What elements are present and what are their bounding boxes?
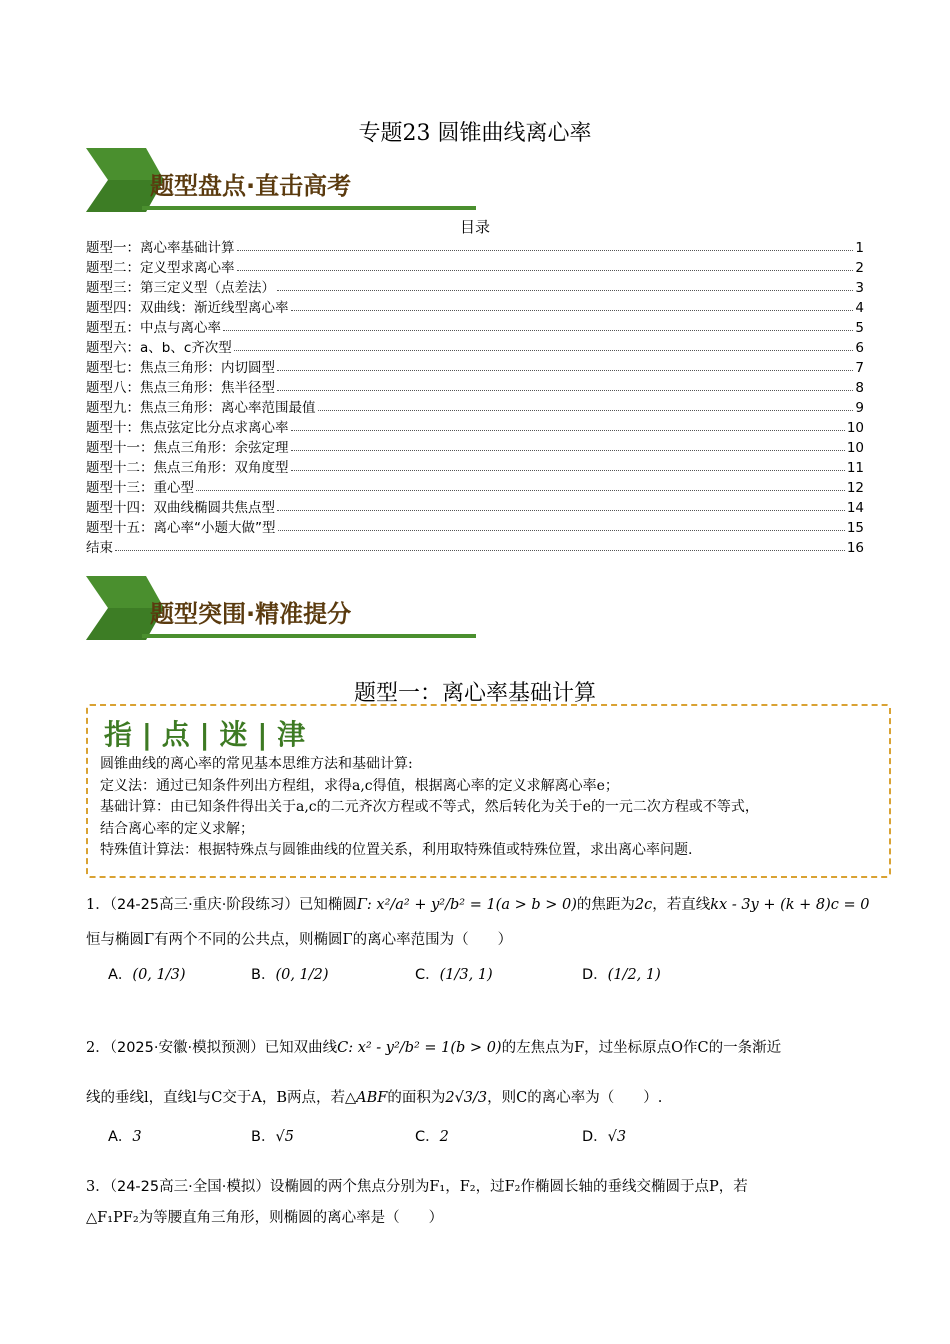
question-3-line-1: 3．（24-25高三·全国·模拟）设椭圆的两个焦点分别为F₁，F₂，过F₂作椭圆长轴的垂线交椭圆于点P，若 [86,1179,748,1195]
question-source: （24-25高三·全国·模拟） [109,1179,270,1195]
toc-entry-page: 5 [855,320,864,336]
guide-line: 特殊值计算法：根据特殊点与圆锥曲线的位置关系，利用取特殊值或特殊位置，求出离心率问题. [100,842,693,858]
toc-entry-page: 10 [846,420,864,436]
question-1-line-2: 恒与椭圆Γ有两个不同的公共点，则椭圆Γ的离心率范围为（ ） [86,932,513,948]
toc-entry[interactable] [86,376,864,396]
toc-entry-page: 11 [846,460,864,476]
toc-entry-label: 题型十一：焦点三角形：余弦定理 [86,440,289,456]
toc-entry-label: 题型八：焦点三角形：焦半径型 [86,380,275,396]
triangle-label: △ABF [345,1090,388,1106]
section-banner-overview [86,148,476,212]
toc-leader-dots [223,330,853,331]
toc-leader-dots [291,310,854,311]
toc-entry-page: 7 [855,360,864,376]
toc-entry-page: 1 [855,240,864,256]
guide-text [100,754,890,862]
table-of-contents [86,236,864,556]
toc-entry-page: 8 [855,380,864,396]
toc-entry[interactable] [86,416,864,436]
toc-entry-page: 14 [846,500,864,516]
guide-line: 定义法：通过已知条件列出方程组，求得a,c得值，根据离心率的定义求解离心率e； [100,777,619,794]
toc-entry[interactable] [86,336,864,356]
toc-entry-label: 题型一：离心率基础计算 [86,240,235,256]
option-b[interactable]: B．(0, 1/2) [251,967,329,983]
toc-entry-label: 题型三：第三定义型（点差法） [86,280,275,296]
toc-entry-label: 题型五：中点与离心率 [86,320,221,336]
question-2-line-2: 线的垂线l，直线l与C交于A，B两点，若△ABF的面积为2√3/3，则C的离心率为（ ）. [86,1090,663,1106]
area-value: 2√3/3 [445,1090,488,1106]
toc-entry-page: 16 [846,540,864,556]
guide-label-text: 指 | 点 | 迷 | 津 [104,718,306,751]
toc-entry-page: 15 [846,520,864,536]
question-source: （24-25高三·重庆·阶段练习） [109,897,299,913]
toc-entry[interactable] [86,356,864,376]
option-c[interactable]: C．(1/3, 1) [415,967,493,983]
question-number: 3． [86,1179,110,1195]
toc-entry-label: 结束 [86,540,113,556]
line-equation: kx - 3y + (k + 8)c = 0 [710,897,870,913]
question-number: 1． [86,897,110,913]
toc-entry[interactable] [86,296,864,316]
toc-leader-dots [277,290,853,291]
toc-leader-dots [237,250,854,251]
toc-leader-dots [277,370,853,371]
toc-leader-dots [277,510,845,511]
toc-entry-label: 题型七：焦点三角形：内切圆型 [86,360,275,376]
toc-entry[interactable] [86,396,864,416]
option-c[interactable]: C．2 [415,1129,449,1145]
toc-entry-label: 题型六：a、b、c齐次型 [86,340,232,356]
toc-leader-dots [196,490,845,491]
toc-entry-page: 2 [855,260,864,276]
guide-line: 结合离心率的定义求解； [100,820,254,837]
toc-entry-label: 题型十五：离心率“小题大做”型 [86,520,276,536]
toc-leader-dots [277,390,853,391]
toc-leader-dots [234,350,854,351]
focal-length: 2c [634,897,653,913]
question-source: （2025·安徽·模拟预测） [109,1040,265,1056]
toc-entry[interactable] [86,236,864,256]
toc-entry[interactable] [86,436,864,456]
option-d[interactable]: D．(1/2, 1) [582,967,661,983]
option-a[interactable]: A．(0, 1/3) [108,967,186,983]
guide-label [104,714,354,758]
banner-text: 题型突围·精准提分 [150,600,352,628]
toc-entry-label: 题型十四：双曲线椭圆共焦点型 [86,500,275,516]
toc-entry-page: 12 [846,480,864,496]
option-a[interactable]: A．3 [108,1129,142,1145]
guide-line: 圆锥曲线的离心率的常见基本思维方法和基础计算: [100,756,413,772]
question-number: 2． [86,1040,110,1056]
guide-line: 基础计算：由已知条件得出关于a,c的二元齐次方程或不等式，然后转化为关于e的一元二次方程或不等式， [100,799,759,815]
hyperbola-equation: C: x² - y²/b² = 1(b > 0) [337,1040,502,1056]
section-banner-practice [86,576,476,640]
toc-leader-dots [291,430,845,431]
ellipse-equation: Γ: x²/a² + y²/b² = 1(a > b > 0) [356,897,577,913]
toc-entry-page: 6 [855,340,864,356]
toc-leader-dots [278,530,845,531]
option-b[interactable]: B．√5 [251,1129,294,1145]
question-1-line-1: 1．（24-25高三·重庆·阶段练习）已知椭圆Γ: x²/a² + y²/b² = 1(a > b > 0)的焦距为2c，若直线kx - 3y + (k + 8)c = 0 [86,897,870,913]
toc-entry[interactable] [86,536,864,556]
toc-entry-label: 题型九：焦点三角形：离心率范围最值 [86,400,316,416]
toc-leader-dots [291,470,845,471]
option-d[interactable]: D．√3 [582,1129,627,1145]
toc-entry[interactable] [86,516,864,536]
question-2-line-1: 2．（2025·安徽·模拟预测）已知双曲线C: x² - y²/b² = 1(b > 0)的左焦点为F，过坐标原点O作C的一条渐近 [86,1040,782,1056]
toc-entry-label: 题型二：定义型求离心率 [86,260,235,276]
toc-entry[interactable] [86,476,864,496]
toc-leader-dots [318,410,854,411]
section-title: 题型一：离心率基础计算 [353,681,596,706]
toc-heading: 目录 [459,218,490,236]
toc-leader-dots [115,550,845,551]
banner-text: 题型盘点·直击高考 [150,172,352,200]
toc-entry-page: 4 [855,300,864,316]
toc-entry-label: 题型四：双曲线：渐近线型离心率 [86,300,289,316]
toc-leader-dots [291,450,845,451]
toc-entry[interactable] [86,456,864,476]
question-3-line-2: △F₁PF₂为等腰直角三角形，则椭圆的离心率是（ ） [86,1210,444,1226]
toc-entry-label: 题型十三：重心型 [86,480,194,496]
document-title: 专题23 圆锥曲线离心率 [358,121,592,146]
toc-entry-label: 题型十二：焦点三角形：双角度型 [86,460,289,476]
toc-entry-label: 题型十：焦点弦定比分点求离心率 [86,420,289,436]
toc-entry-page: 9 [855,400,864,416]
toc-entry[interactable] [86,316,864,336]
toc-leader-dots [237,270,854,271]
toc-entry[interactable] [86,256,864,276]
toc-entry-page: 10 [846,440,864,456]
toc-entry-page: 3 [855,280,864,296]
toc-entry[interactable] [86,276,864,296]
toc-entry[interactable] [86,496,864,516]
